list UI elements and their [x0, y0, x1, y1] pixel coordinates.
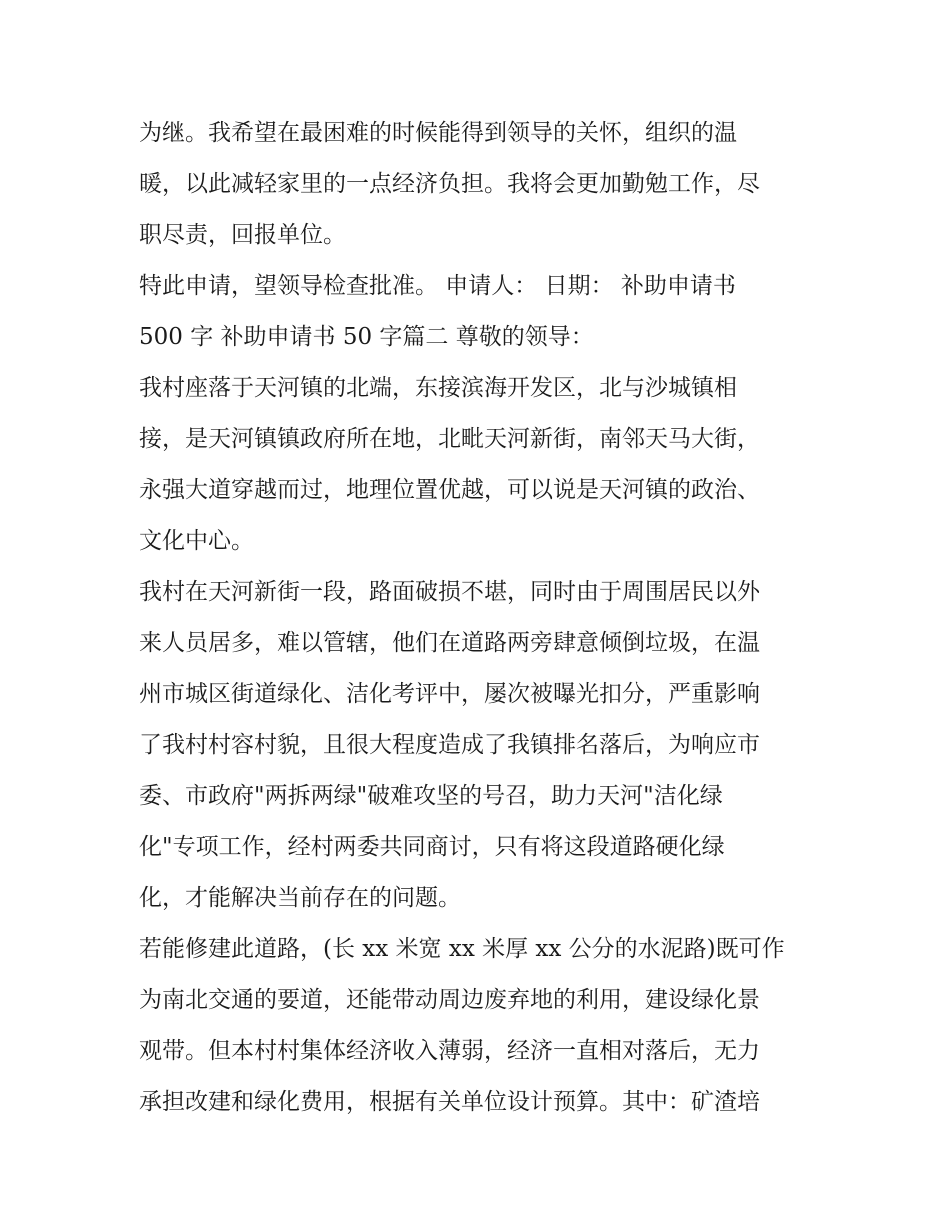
text-line: 化，才能解决当前存在的问题。 [139, 885, 461, 911]
text-line: 文化中心。 [139, 528, 254, 554]
text-line: 暖，以此减轻家里的一点经济负担。我将会更加勤勉工作，尽 [139, 171, 760, 197]
text-line: 来人员居多，难以管辖，他们在道路两旁肆意倾倒垃圾，在温 [139, 630, 760, 656]
text-line: 我村座落于天河镇的北端，东接滨海开发区，北与沙城镇相 [139, 375, 737, 401]
text-line: 永强大道穿越而过，地理位置优越，可以说是天河镇的政治、 [139, 477, 760, 503]
text-line: 州市城区街道绿化、洁化考评中，屡次被曝光扣分，严重影响 [139, 681, 760, 707]
document-body [139, 108, 819, 1128]
text-line: 若能修建此道路，(长 xx 米宽 xx 米厚 xx 公分的水泥路)既可作 [139, 936, 785, 962]
text-line: 为继。我希望在最困难的时候能得到领导的关怀，组织的温 [139, 120, 737, 146]
text-line: 我村在天河新街一段，路面破损不堪，同时由于周围居民以外 [139, 579, 760, 605]
text-line: 观带。但本村村集体经济收入薄弱，经济一直相对落后，无力 [139, 1038, 760, 1064]
text-line: 500 字 补助申请书 50 字篇二 尊敬的领导： [139, 324, 594, 350]
text-line: 了我村村容村貌，且很大程度造成了我镇排名落后，为响应市 [139, 732, 760, 758]
text-line: 承担改建和绿化费用，根据有关单位设计预算。其中：矿渣培 [139, 1089, 760, 1115]
text-line: 职尽责，回报单位。 [139, 222, 346, 248]
text-line: 为南北交通的要道，还能带动周边废弃地的利用，建设绿化景 [139, 987, 760, 1013]
text-line: 化"专项工作，经村两委共同商讨，只有将这段道路硬化绿 [139, 834, 725, 860]
text-line: 委、市政府"两拆两绿"破难攻坚的号召，助力天河"洁化绿 [139, 783, 723, 809]
text-line: 特此申请，望领导检查批准。 申请人： 日期： 补助申请书 [139, 273, 736, 299]
text-line: 接，是天河镇镇政府所在地，北毗天河新街，南邻天马大街， [139, 426, 760, 452]
